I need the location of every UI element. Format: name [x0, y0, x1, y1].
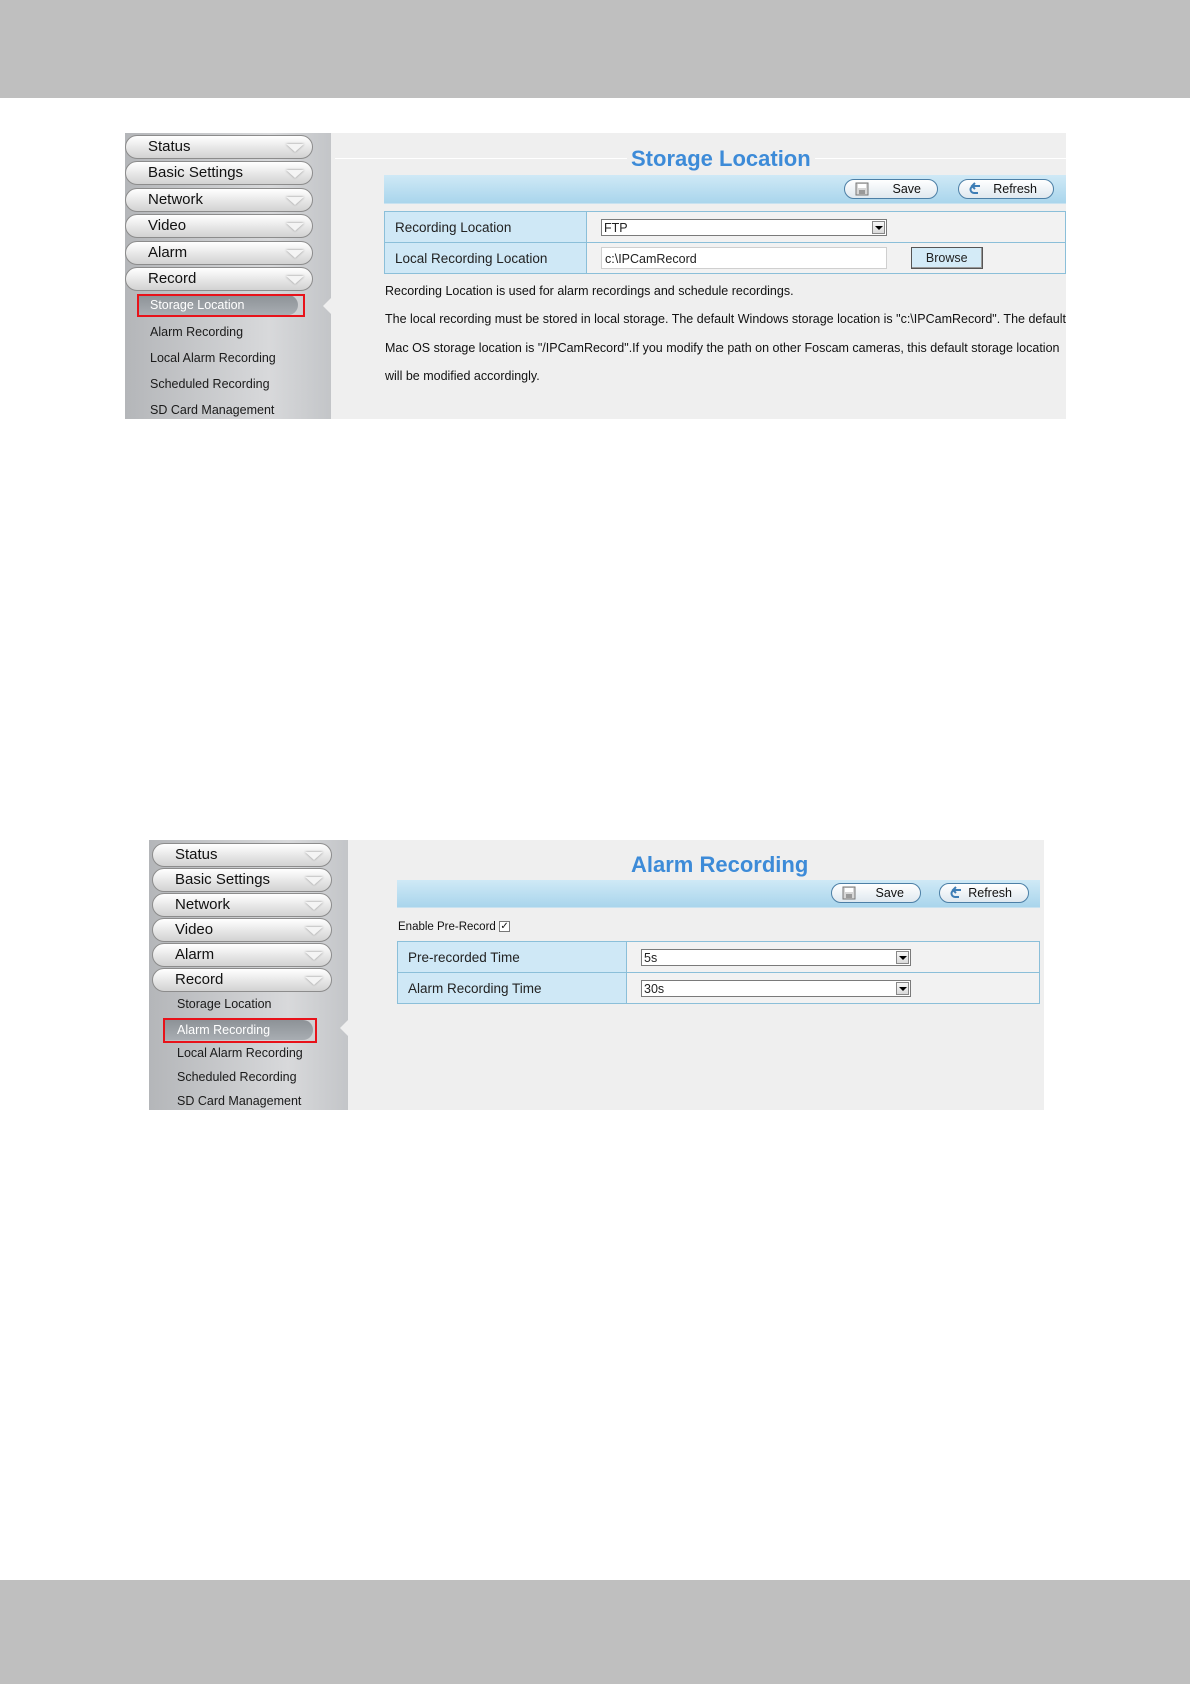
submenu-alarm-recording[interactable] [150, 325, 243, 339]
menu-video-label: Video [148, 217, 187, 234]
save-icon [855, 182, 869, 196]
submenu-storage-location-label: Storage Location [150, 298, 245, 312]
chevron-down-icon [305, 927, 323, 935]
dropdown-arrow-icon [896, 982, 909, 995]
toolbar [397, 880, 1040, 908]
pre-recorded-time-select[interactable] [641, 949, 911, 966]
alarm-recording-time-label: Alarm Recording Time [398, 973, 627, 1004]
pre-recorded-time-value: 5s [644, 950, 658, 965]
enable-pre-record-label: Enable Pre-Record [398, 921, 496, 933]
chevron-down-icon [305, 977, 323, 985]
highlight-box [163, 1018, 317, 1043]
menu-status[interactable] [152, 843, 332, 867]
submenu-sd-card-management-label: SD Card Management [177, 1094, 302, 1108]
active-pointer [340, 1020, 348, 1036]
form-row [385, 243, 1066, 274]
chevron-down-icon [286, 144, 304, 152]
chevron-down-icon [286, 197, 304, 205]
enable-pre-record[interactable] [398, 921, 510, 933]
note-line-3: Mac OS storage location is "/IPCamRecord".If you modify the path on other Foscam cameras, this default storage location [385, 341, 1060, 355]
alarm-recording-time-value: 30s [644, 981, 665, 996]
menu-network[interactable] [152, 893, 332, 917]
menu-video-label: Video [175, 921, 214, 938]
submenu-scheduled-recording[interactable] [150, 377, 270, 391]
menu-record-label: Record [148, 270, 197, 287]
save-label: Save [892, 182, 921, 196]
chevron-down-icon [305, 852, 323, 860]
menu-video[interactable] [152, 918, 332, 942]
save-button[interactable] [844, 179, 938, 199]
page-title: Storage Location [627, 146, 815, 172]
refresh-label: Refresh [968, 886, 1012, 900]
note-line-4: will be modified accordingly. [385, 369, 540, 383]
submenu-scheduled-recording[interactable] [177, 1070, 297, 1084]
submenu-scheduled-recording-label: Scheduled Recording [177, 1070, 297, 1084]
menu-basic-settings-label: Basic Settings [148, 164, 244, 181]
highlight-box [137, 294, 305, 317]
toolbar [384, 175, 1066, 204]
dropdown-arrow-icon [896, 951, 909, 964]
menu-network-label: Network [175, 896, 231, 913]
note-line-1: Recording Location is used for alarm recordings and schedule recordings. [385, 284, 794, 298]
local-recording-location-cell [587, 243, 1066, 274]
alarm-recording-time-cell [627, 973, 1040, 1004]
submenu-scheduled-recording-label: Scheduled Recording [150, 377, 270, 391]
chevron-down-icon [286, 223, 304, 231]
sidebar [125, 133, 331, 419]
menu-network-label: Network [148, 191, 204, 208]
save-label: Save [875, 886, 904, 900]
menu-alarm-label: Alarm [148, 244, 188, 261]
refresh-label: Refresh [993, 182, 1037, 196]
submenu-storage-location[interactable] [177, 997, 272, 1011]
form-row [398, 942, 1040, 973]
alarm-form [397, 941, 1040, 1004]
menu-basic-settings[interactable] [152, 868, 332, 892]
storage-location-screenshot [125, 133, 1066, 419]
storage-form [384, 211, 1066, 274]
chevron-down-icon [305, 902, 323, 910]
alarm-recording-screenshot [149, 840, 1044, 1110]
submenu-local-alarm-recording-label: Local Alarm Recording [177, 1046, 303, 1060]
menu-alarm-label: Alarm [175, 946, 215, 963]
local-recording-location-label: Local Recording Location [385, 243, 587, 274]
pre-recorded-time-cell [627, 942, 1040, 973]
menu-alarm[interactable] [125, 241, 313, 265]
submenu-local-alarm-recording[interactable] [177, 1046, 303, 1060]
menu-video[interactable] [125, 214, 313, 238]
menu-record-label: Record [175, 971, 224, 988]
recording-location-value: FTP [604, 220, 628, 235]
chevron-down-icon [286, 170, 304, 178]
browse-button[interactable]: Browse [911, 247, 983, 269]
chevron-down-icon [286, 276, 304, 284]
local-recording-path-input[interactable]: c:\IPCamRecord [601, 247, 887, 269]
form-row [398, 973, 1040, 1004]
menu-status-label: Status [175, 846, 218, 863]
pre-record-checkbox[interactable]: ✓ [500, 921, 509, 933]
recording-location-select[interactable] [601, 219, 887, 236]
save-icon [842, 886, 856, 900]
alarm-recording-time-select[interactable] [641, 980, 911, 997]
menu-basic-settings-label: Basic Settings [175, 871, 271, 888]
menu-status-label: Status [148, 138, 191, 155]
menu-record[interactable] [125, 267, 313, 291]
submenu-local-alarm-recording[interactable] [150, 351, 276, 365]
note-line-2: The local recording must be stored in local storage. The default Windows storage location is "c:\IPCamRecord". The default [385, 312, 1066, 326]
menu-alarm[interactable] [152, 943, 332, 967]
refresh-button[interactable] [958, 179, 1054, 199]
page-footer-band [0, 1580, 1190, 1684]
submenu-storage-location-label: Storage Location [177, 997, 272, 1011]
refresh-button[interactable] [939, 883, 1029, 903]
menu-status[interactable] [125, 135, 313, 159]
page-header-band [0, 0, 1190, 98]
pre-recorded-time-label: Pre-recorded Time [398, 942, 627, 973]
submenu-alarm-recording-label: Alarm Recording [150, 325, 244, 339]
recording-location-label: Recording Location [385, 212, 587, 243]
recording-location-cell [587, 212, 1066, 243]
active-pointer [323, 298, 331, 314]
chevron-down-icon [305, 952, 323, 960]
submenu-local-alarm-recording-label: Local Alarm Recording [150, 351, 276, 365]
chevron-down-icon [286, 250, 304, 258]
form-row [385, 212, 1066, 243]
page-title: Alarm Recording [627, 852, 812, 878]
dropdown-arrow-icon [872, 221, 885, 234]
menu-record[interactable] [152, 968, 332, 992]
submenu-sd-card-management[interactable] [177, 1094, 301, 1108]
save-button[interactable] [831, 883, 921, 903]
submenu-sd-card-management[interactable] [150, 403, 274, 417]
submenu-alarm-recording-label: Alarm Recording [177, 1023, 271, 1037]
chevron-down-icon [305, 877, 323, 885]
sidebar [149, 840, 348, 1110]
menu-basic-settings[interactable] [125, 161, 313, 185]
refresh-icon [950, 886, 964, 900]
refresh-icon [969, 182, 983, 196]
submenu-sd-card-management-label: SD Card Management [150, 403, 275, 417]
menu-network[interactable] [125, 188, 313, 212]
